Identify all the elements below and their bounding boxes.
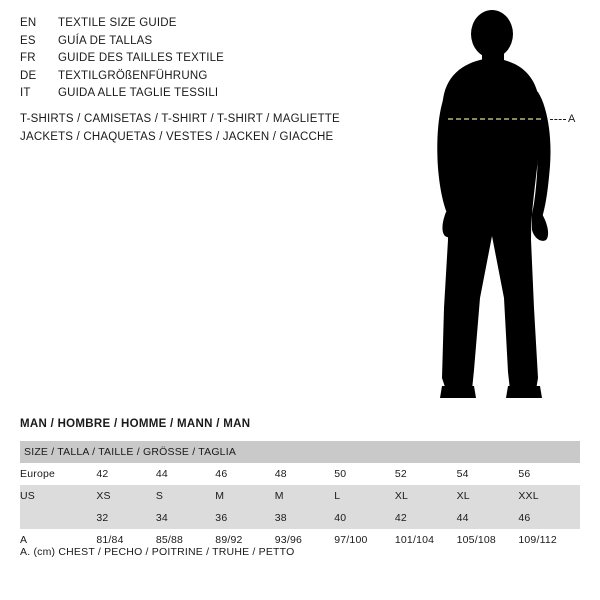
cell: 109/112 (518, 529, 580, 551)
cell: 34 (156, 507, 215, 529)
category-tshirts: T-SHIRTS / CAMISETAS / T-SHIRT / T-SHIRT / MAGLIETTE (20, 113, 340, 125)
table-row (20, 485, 580, 507)
cell: 81/84 (96, 529, 155, 551)
table-row (20, 507, 580, 529)
cell: 32 (96, 507, 155, 529)
language-row (20, 68, 400, 86)
cell: 101/104 (395, 529, 457, 551)
category-jackets: JACKETS / CHAQUETAS / VESTES / JACKEN / GIACCHE (20, 131, 334, 143)
cell: M (215, 485, 274, 507)
table-header-label: SIZE / TALLA / TAILLE / GRÖSSE / TAGLIA (20, 441, 580, 463)
cell: XL (395, 485, 457, 507)
language-code: FR (20, 52, 36, 64)
male-silhouette-figure (400, 8, 600, 408)
cell: 52 (395, 463, 457, 485)
cell: 89/92 (215, 529, 274, 551)
cell: 46 (215, 463, 274, 485)
garment-categories (20, 110, 440, 146)
cell: XXL (518, 485, 580, 507)
cell: M (275, 485, 334, 507)
language-row (20, 33, 400, 51)
cell: 46 (518, 507, 580, 529)
language-text: TEXTILGRÖßENFÜHRUNG (58, 69, 208, 82)
cell: 50 (334, 463, 395, 485)
cell: S (156, 485, 215, 507)
table-row (20, 463, 580, 485)
language-row (20, 85, 400, 103)
footnote: A. (cm) CHEST / PECHO / POITRINE / TRUHE / PETTO (20, 546, 295, 558)
row-label-a: A (20, 529, 96, 551)
size-table (20, 441, 580, 551)
cell: 93/96 (275, 529, 334, 551)
language-text: GUÍA DE TALLAS (58, 34, 153, 47)
cell: 56 (518, 463, 580, 485)
cell: 42 (395, 507, 457, 529)
silhouette-icon (400, 8, 600, 408)
cell: XS (96, 485, 155, 507)
cell: 44 (156, 463, 215, 485)
cell: 97/100 (334, 529, 395, 551)
language-text: GUIDA ALLE TAGLIE TESSILI (58, 87, 219, 99)
measure-leader-line (550, 119, 566, 120)
cell: 105/108 (457, 529, 519, 551)
cell: 85/88 (156, 529, 215, 551)
cell: 36 (215, 507, 274, 529)
cell: XL (457, 485, 519, 507)
row-label-europe: Europe (20, 463, 96, 485)
language-row (20, 50, 400, 68)
language-code: DE (20, 69, 37, 82)
cell: 44 (457, 507, 519, 529)
language-code: EN (20, 17, 37, 29)
language-header-block (20, 15, 400, 103)
row-label-empty (20, 507, 96, 529)
language-text: GUIDE DES TAILLES TEXTILE (58, 52, 225, 64)
cell: L (334, 485, 395, 507)
row-label-us: US (20, 485, 96, 507)
cell: 48 (275, 463, 334, 485)
language-row (20, 15, 400, 33)
table-header-row (20, 441, 580, 463)
language-code: IT (20, 87, 31, 99)
cell: 40 (334, 507, 395, 529)
language-text: TEXTILE SIZE GUIDE (58, 17, 177, 29)
cell: 38 (275, 507, 334, 529)
measure-label-a: A (568, 113, 576, 125)
language-code: ES (20, 34, 36, 47)
cell: 54 (457, 463, 519, 485)
cell: 42 (96, 463, 155, 485)
table-title: MAN / HOMBRE / HOMME / MANN / MAN (20, 418, 251, 430)
